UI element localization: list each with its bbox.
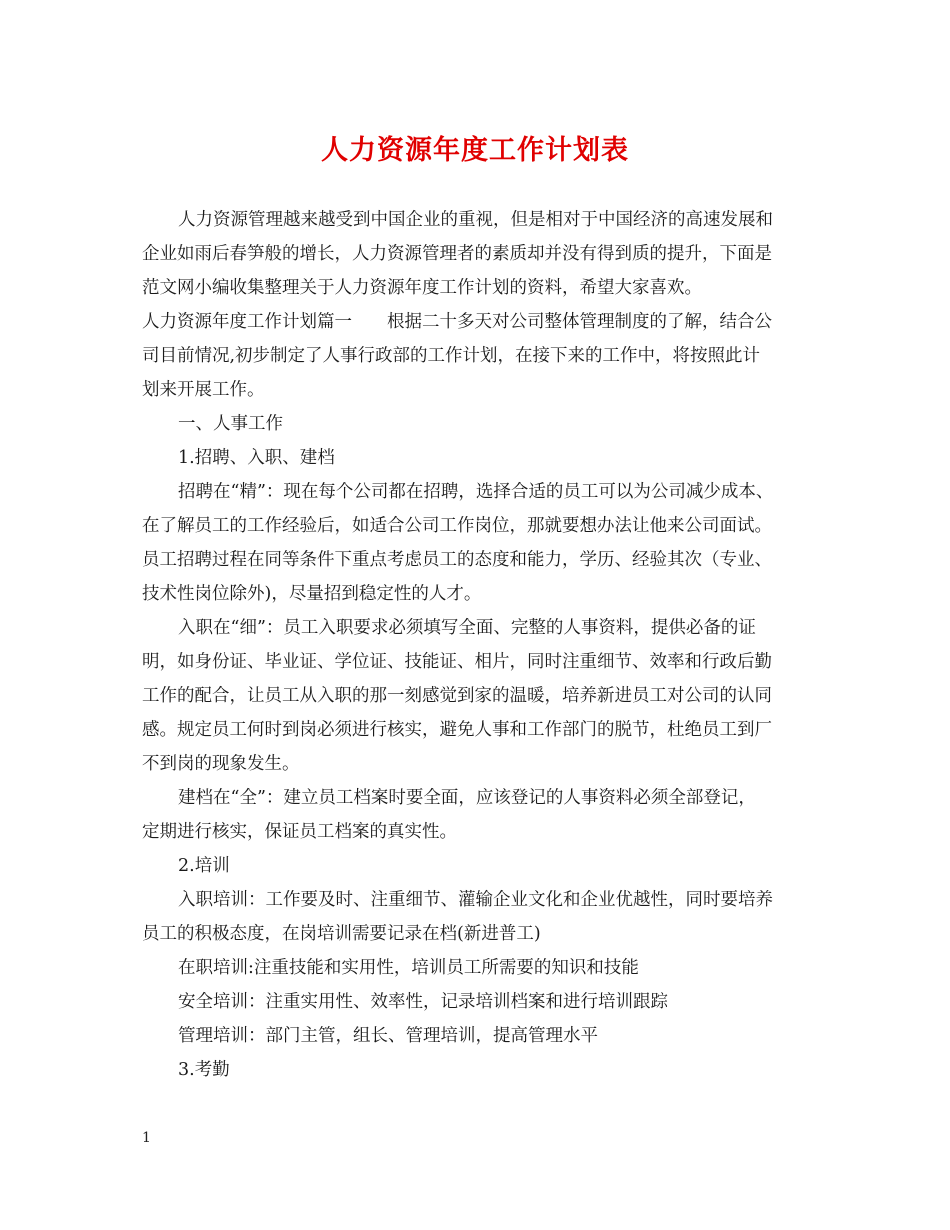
body-text-line: 人力资源年度工作计划篇一 根据二十多天对公司整体管理制度的了解，结合公	[142, 312, 772, 332]
body-text-line: 1.招聘、入职、建档	[178, 448, 335, 468]
body-text-line: 感。规定员工何时到岗必须进行核实，避免人事和工作部门的脱节，杜绝员工到厂	[142, 720, 772, 740]
body-text-line: 在了解员工的工作经验后，如适合公司工作岗位，那就要想办法让他来公司面试。	[142, 516, 772, 536]
body-text-line: 技术性岗位除外)，尽量招到稳定性的人才。	[142, 584, 482, 604]
body-text-line: 一、人事工作	[178, 414, 283, 434]
document-title: 人力资源年度工作计划表	[321, 135, 629, 166]
body-text-line: 人力资源管理越来越受到中国企业的重视，但是相对于中国经济的高速发展和	[178, 210, 773, 230]
document-body	[142, 203, 822, 1087]
body-text-line: 建档在“全”：建立员工档案时要全面，应该登记的人事资料必须全部登记，	[178, 788, 756, 808]
body-text-line: 司目前情况,初步制定了人事行政部的工作计划，在接下来的工作中，将按照此计	[142, 346, 761, 366]
body-text-line: 员工的积极态度，在岗培训需要记录在档(新进普工)	[142, 924, 541, 944]
body-text-line: 明，如身份证、毕业证、学位证、技能证、相片，同时注重细节、效率和行政后勤	[142, 652, 772, 672]
body-text-line: 管理培训：部门主管，组长、管理培训，提高管理水平	[178, 1026, 598, 1046]
body-text-line: 3.考勤	[178, 1060, 230, 1080]
body-text-line: 2.培训	[178, 856, 230, 876]
body-text-line: 划来开展工作。	[142, 380, 265, 400]
body-text-line: 招聘在“精”：现在每个公司都在招聘，选择合适的员工可以为公司减少成本、	[178, 482, 774, 502]
body-text-line: 在职培训:注重技能和实用性，培训员工所需要的知识和技能	[178, 958, 639, 978]
page-number: 1	[142, 1130, 151, 1146]
body-text-line: 范文网小编收集整理关于人力资源年度工作计划的资料，希望大家喜欢。	[142, 278, 702, 298]
body-text-line: 入职培训：工作要及时、注重细节、灌输企业文化和企业优越性，同时要培养	[178, 890, 773, 910]
body-text-line: 企业如雨后春笋般的增长，人力资源管理者的素质却并没有得到质的提升，下面是	[142, 244, 772, 264]
body-text-line: 入职在“细”：员工入职要求必须填写全面、完整的人事资料，提供必备的证	[178, 618, 756, 638]
body-text-line: 定期进行核实，保证员工档案的真实性。	[142, 822, 457, 842]
body-text-line: 安全培训：注重实用性、效率性，记录培训档案和进行培训跟踪	[178, 992, 668, 1012]
body-text-line: 员工招聘过程在同等条件下重点考虑员工的态度和能力，学历、经验其次（专业、	[142, 550, 772, 570]
body-text-line: 工作的配合，让员工从入职的那一刻感觉到家的温暖，培养新进员工对公司的认同	[142, 686, 772, 706]
body-text-line: 不到岗的现象发生。	[142, 754, 300, 774]
